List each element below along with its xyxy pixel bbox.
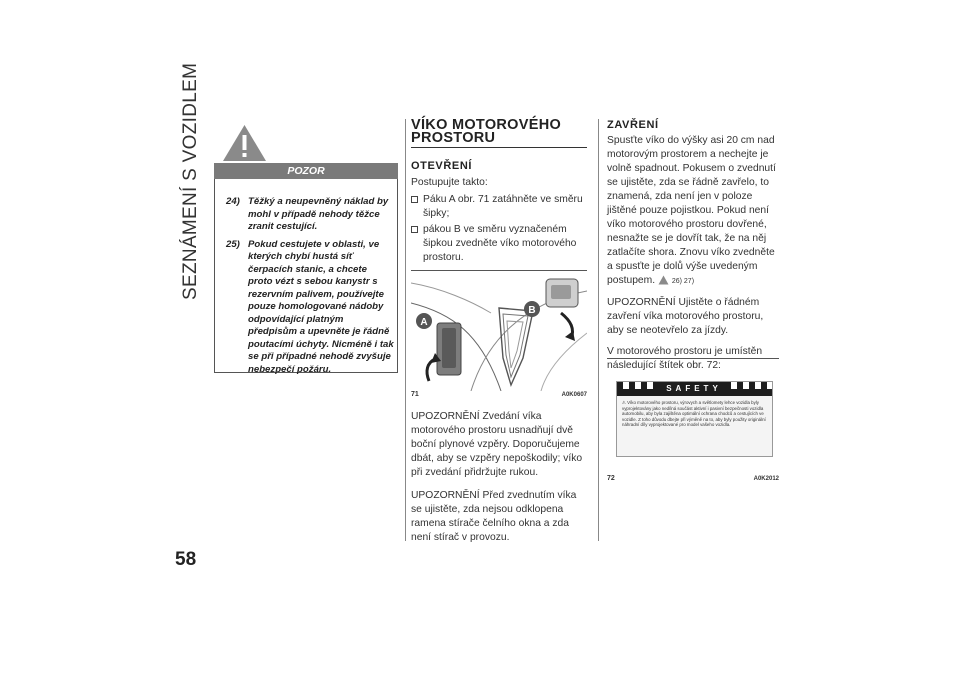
label-intro: V motorového prostoru je umístěn následující štítek obr. 72: [607, 346, 763, 371]
note-wipers: UPOZORNĚNÍ Před zvednutím víka se ujistěte, zda nejsou odklopena ramena stírače čelního okna a zda není stírač v provozu. [411, 490, 577, 543]
column-divider [405, 119, 406, 541]
checkbox-bullet-icon [411, 226, 418, 233]
warning-item [226, 196, 394, 234]
warning-item-number: 25) [226, 238, 240, 250]
warning-item-number: 24) [226, 196, 240, 207]
warning-list [226, 196, 394, 381]
opening-title: OTEVŘENÍ [411, 160, 473, 172]
warning-item-text: Pokud cestujete v oblasti, ve kterých chybí hustá síť čerpacích stanic, a chcete proto vézt s sebou kanystr s rezervním palivem, používejte pouze homologované nádoby odpovídající platným předpisům a upevněte je řádně poutacími úchyty. Nicméně i tak se při případné nehodě zvyšuje nebezpečí požáru. [248, 238, 394, 375]
section-title: VÍKO MOTOROVÉHO PROSTORU [411, 119, 587, 148]
callout-label-b: B [528, 305, 536, 316]
safety-label-header [617, 382, 772, 396]
figure-71 [411, 270, 587, 397]
checkbox-bullet-icon [411, 196, 418, 203]
figure-code: A0K2012 [753, 476, 779, 482]
closing-text: Spusťte víko do výšky asi 20 cm nad motorovým prostorem a nechejte je volně spadnout. Pokusem o zvednutí se ujistěte, zda se řádně zavřelo, to znamená, zda není jen v poloze jištěné pouze pojistkou. Pokud není víko motorového prostoru dovřené, nesnažte se je dovřít tak, že na něj zatlačíte shora. Znovu víko zvedněte a spusťte je dolů výše uvedeným postupem. 26) 27) [607, 135, 776, 286]
closing-note: UPOZORNĚNÍ Ujistěte o řádném zavření víka motorového prostoru, aby se neotevřelo za jízdy. [607, 297, 764, 336]
opening-steps [411, 193, 587, 265]
warning-item [226, 239, 394, 377]
opening-notes [411, 410, 587, 554]
safety-label [616, 381, 773, 457]
closing-title: ZAVŘENÍ [607, 119, 659, 131]
column-divider [598, 119, 599, 541]
note-gas-struts: UPOZORNĚNÍ Zvedání víka motorového prostoru usnadňují dvě boční plynové vzpěry. Doporučujeme dbát, aby se vzpěry nepoškodily; víko při zvedání přidržujte rukou. [411, 411, 583, 478]
warning-title: POZOR [214, 163, 398, 179]
hood-section [411, 119, 587, 267]
hood-release-illustration [411, 273, 587, 391]
figure-number: 71 [411, 391, 419, 398]
opening-intro: Postupujte takto: [411, 177, 488, 188]
callout-label-a: A [420, 317, 428, 328]
step-item: Páku A obr. 71 zatáhněte ve směru šipky; [411, 193, 587, 221]
figure-code: A0K0607 [561, 392, 587, 398]
safety-label-text: ⚠ Víko motorového prostoru, výrovych a světlomety lehce vozidla byly vyprojektovány jako nedílná součást aktivní i pasivní bezpečnosti vozidla automobilu, aby byla zajištěna optimální ochrana chodců a cestujících ve vozidle. Z toho důvodu dbejte při výměně na to, aby byly použity originální náhradní díly vyprojektované pro model vašeho vozidla. [622, 400, 766, 428]
warning-refs: 26) 27) [671, 278, 695, 285]
closing-section [607, 119, 779, 380]
page-number: 58 [175, 549, 197, 570]
warning-triangle-icon [658, 275, 669, 285]
step-item: pákou B ve směru vyznačeném šipkou zvedněte víko motorového prostoru. [411, 223, 587, 265]
warning-item-text: Těžký a neupevněný náklad by mohl v případě nehody těžce zranit cestující. [248, 196, 389, 232]
safety-label-title: SAFETY [659, 382, 729, 396]
warning-triangle-icon [222, 124, 267, 162]
chapter-side-title: SEZNÁMENÍ S VOZIDLEM [180, 62, 201, 300]
figure-number: 72 [607, 475, 615, 482]
figure-72 [607, 358, 779, 481]
